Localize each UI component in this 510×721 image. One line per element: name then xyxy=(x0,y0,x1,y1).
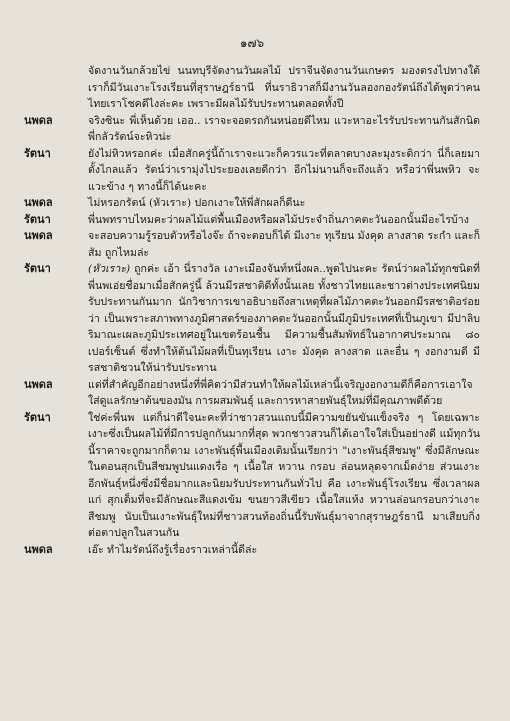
speaker-name: นพดล xyxy=(24,377,53,391)
speaker-name: นพดล xyxy=(24,113,53,127)
dialogue-line: ไม่หรอกรัตน์ (หัวเราะ) ปอกเงาะให้พี่สักผลก็ดีนะ xyxy=(88,197,306,209)
dialogue-text xyxy=(88,212,480,229)
dialogue-row xyxy=(24,113,480,146)
dialogue-line: ถูกค่ะ เอ้า นี่รางวัล เงาะเมืองจันท์หนึ่งผล..พูดไปนะคะ รัตน์ว่าผลไม้ทุกชนิดที่พี่นพเอ่ยชื่อมาเมื่อสักครู่นี้ ล้วนมีรสชาติดีทั้งนั้นเลย ทั้งชาวไทยและชาวต่างประเทศนิยมรับประทานกันมาก นักวิชาการเขาอธิบายถึงสาเหตุที่ผลไม้ภาคตะวันออกมีรสชาติอร่อยว่า เป็นเพราะสภาพทางภูมิศาสตร์ของภาคตะวันออกนั้นมีภูมิประเทศที่เป็นภูเขา มีปาลิบริมาณะเผละภูมิประเทศอยู่ในเขตร้อนชื้น มีความชื้นสัมพัทธ์ในอากาศประมาณ ๘๐ เปอร์เซ็นต์ ซึ่งทำให้ต้นไม้ผลที่เป็นทุเรียน เงาะ มังคุด ลางสาด และอื่น ๆ งอกงามดี มีรสชาติชวนให้น่ารับประทาน xyxy=(88,263,480,374)
dialogue-text xyxy=(88,410,480,542)
dialogue-row xyxy=(24,261,480,377)
speaker-name: รัตนา xyxy=(24,410,51,424)
dialogue-text xyxy=(88,146,480,196)
speaker-name: นพดล xyxy=(24,542,53,556)
dialogue-line: พี่นพทราบไหมคะว่าผลไม้แต่พื้นเมืองหรือผลไม้ประจำถิ่นภาคตะวันออกนั้นมีอะไรบ้าง xyxy=(88,213,469,226)
dialogue-line: แต่ที่สำคัญอีกอย่างหนึ่งที่พี่คิดว่ามีส่วนทำให้ผลไม้เหล่านี้เจริญงอกงามดีก็คือการเอาใจใส่ดูแลรักษาต้นของมัน การผสมพันธุ์ และการหาสายพันธุ์ใหม่ที่มีคุณภาพดีด้วย xyxy=(88,378,473,407)
dialogue-row xyxy=(24,377,480,410)
speaker-name: รัตนา xyxy=(24,212,51,226)
dialogue-row xyxy=(24,63,480,113)
speaker-name: นพดล xyxy=(24,196,53,209)
dialogue-row xyxy=(24,228,480,261)
dialogue-text xyxy=(88,195,480,212)
dialogue-line: จริงซินะ พี่เห็นด้วย เออ.. เราจะจอดรถกันหน่อยดีไหม แวะหาอะไรรับประทานกันสักนิด พี่กลัวรัตน์จะหิวน่ะ xyxy=(88,114,480,143)
dialogue-row xyxy=(24,212,480,229)
dialogue-text xyxy=(88,228,480,261)
speaker-name: รัตนา xyxy=(24,262,51,275)
dialogue-row xyxy=(24,195,480,212)
speaker-name: รัตนา xyxy=(24,146,51,160)
dialogue-line: จัดงานวันกล้วยไข่ นนทบุรีจัดงานวันผลไม้ ปราจีนจัดงานวันเกษตร มองตรงไปทางใต้ เราก็มีวันเงาะโรงเรียนที่สุราษฎร์ธานี ที่นราธิวาสก็มีงานวันลองกองรัตน์ถึงได้พูดว่าคนไทยเราโชคดีไงล่ะคะ เพราะมีผลไม้รับประทานตลอดทั้งปี xyxy=(88,65,480,110)
dialogue-line: เอ๊ะ ทำไมรัตน์ถึงรู้เรื่องราวเหล่านี้ดีล่ะ xyxy=(88,543,258,556)
dialogue-text xyxy=(88,377,480,410)
dialogue-text xyxy=(88,542,480,559)
dialogue-row xyxy=(24,542,480,559)
dialogue-text xyxy=(88,63,480,113)
speaker-name: นพดล xyxy=(24,229,53,242)
dialogue-line: ใช่ค่ะพี่นพ แต่ก็น่าดีใจนะคะที่ว่าชาวสวนแถบนี้มีความขยันขันแข็งจริง ๆ โดยเฉพาะเงาะซึ่งเป็นผลไม้ที่มีการปลูกกันมากที่สุด พวกชาวสวนก็ได้เอาใจใส่เป็นอย่างดี แม้ทุกวันนี้ราคาจะถูกมากก็ตาม เงาะพันธุ์พื้นเมืองเดิมนั้นเรียกว่า "เงาะพันธุ์สีชมพู" ซึ่งมีลักษณะในตอนสุกเป็นสีชมพูปนแดงเรื่อ ๆ เนื้อใส หวาน กรอบ ล่อนหลุดจากเม็ดง่าย ส่วนเงาะอีกพันธุ์หนึ่งซึ่งมีชื่อมากและนิยมรับประทานกันทั่วไป คือ เงาะพันธุ์โรงเรียน ซึ่งเวลาผลแก่ สุกเต็มที่จะมีลักษณะสีแดงเข้ม ขนยาวสีเขียว เนื้อใสแห้ง หวานล่อนกรอบกว่าเงาะสีชมพู นับเป็นเงาะพันธุ์ใหม่ที่ชาวสวนท้องถิ่นนี้รับพันธุ์มาจากสุราษฎร์ธานี มาเสียบกิ่ง ต่อตาปลูกในสวนกัน xyxy=(88,411,480,539)
dialogue-line: จะสอบความรู้รอบตัวหรือไงจ๊ะ ถ้าจะตอบก็ได้ มีเงาะ ทุเรียน มังคุด ลางสาด ระกำ และก็สัม ถูกไหมล่ะ xyxy=(88,230,480,259)
dialogue-text xyxy=(88,261,480,377)
dialogue-line: ยังไม่หิวหรอกค่ะ เมื่อสักครู่นี้ถ้าเราจะแวะก็ควรแวะที่ตลาดบางละมุงระดิกว่า นี่ก็เลยมาตั้งไกลแล้ว รัตน์ว่าเรามุ่งไประยองเลยดีกว่า อีกไม่นานก็จะถึงแล้ว หรือว่าพี่นพหิว จะแวะข้าง ๆ ทางนี้ก็ได้นะคะ xyxy=(88,147,480,193)
dialogue xyxy=(24,63,480,558)
page-number: ๑๗๖ xyxy=(239,36,265,50)
dialogue-row xyxy=(24,146,480,196)
stage-direction: (หัวเราะ) xyxy=(88,263,131,275)
dialogue-row xyxy=(24,410,480,542)
dialogue-text xyxy=(88,113,480,146)
